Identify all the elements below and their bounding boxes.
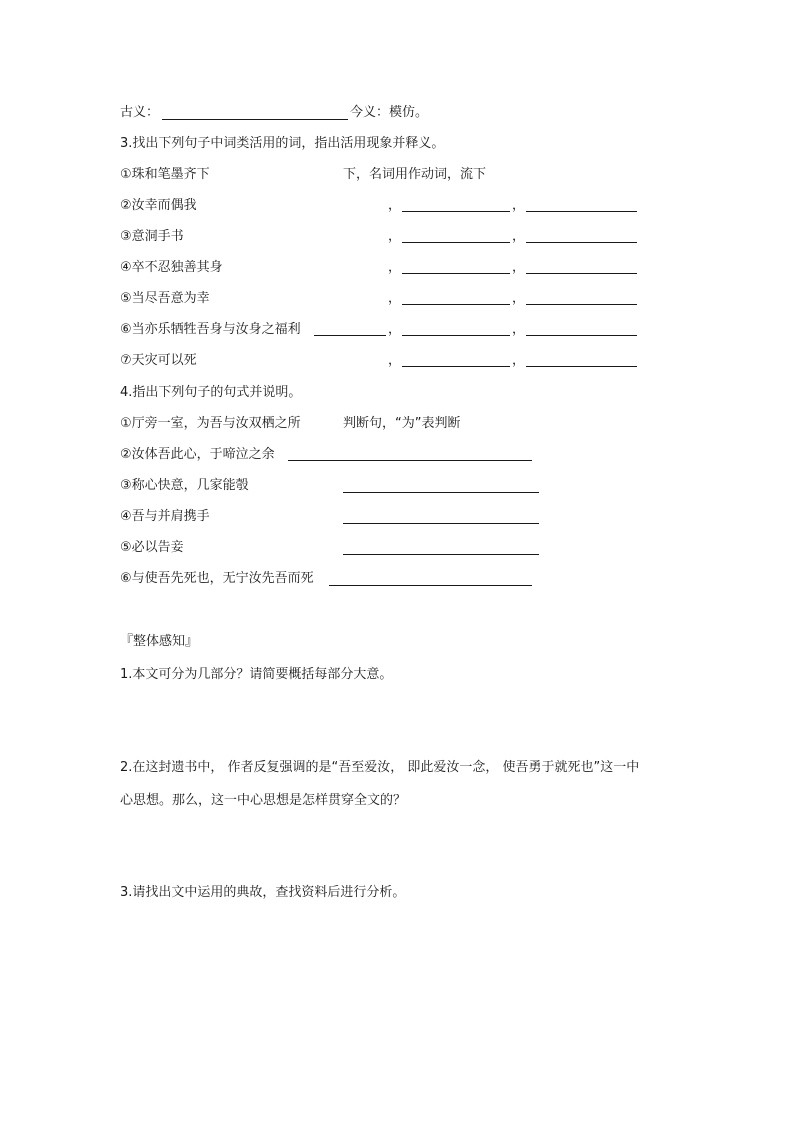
q3-item-2-blank-2[interactable]: [526, 211, 637, 212]
q3-item-7-sep2: ，: [512, 353, 526, 368]
q3-item-6-sep2: ，: [512, 322, 526, 337]
q3-item-5-sep1: ，: [388, 291, 402, 306]
q3-item-5-sep2: ，: [512, 291, 526, 306]
summary-question-1: 1.本文可分为几部分？请简要概括每部分大意。: [120, 667, 393, 682]
q4-item-5: ⑤必以告妾: [120, 540, 184, 555]
q3-item-3: ③意洞手书: [120, 229, 184, 244]
q4-item-6-blank[interactable]: [329, 585, 532, 586]
q3-item-5-blank-2[interactable]: [526, 304, 637, 305]
q4-title: 4.指出下列句子的句式并说明。: [120, 385, 302, 400]
q3-item-2-sep1: ，: [388, 198, 402, 213]
q3-item-3-sep2: ，: [512, 229, 526, 244]
q3-item-4-sep1: ，: [388, 260, 402, 275]
q3-item-7-blank-1[interactable]: [402, 366, 510, 367]
q3-item-6-blank-1[interactable]: [402, 335, 510, 336]
q3-item-2-sep2: ，: [512, 198, 526, 213]
q4-item-1-answer: 判断句，“为”表判断: [343, 416, 461, 431]
q4-item-2: ②汝体吾此心，于啼泣之余: [120, 447, 275, 462]
q4-item-5-blank[interactable]: [343, 554, 539, 555]
q3-item-3-blank-2[interactable]: [526, 242, 637, 243]
q3-item-3-sep1: ，: [388, 229, 402, 244]
q3-title: 3.找出下列句子中词类活用的词，指出活用现象并释义。: [120, 136, 445, 151]
jin-yi-text: 今义：模仿。: [350, 105, 429, 120]
q3-item-7: ⑦天灾可以死: [120, 353, 197, 368]
gu-yi-blank[interactable]: [162, 119, 348, 120]
q4-item-2-blank[interactable]: [288, 460, 532, 461]
section-title: 『整体感知』: [120, 634, 199, 649]
q3-item-6-sep1: ，: [388, 322, 402, 337]
gu-yi-label: 古义：: [120, 105, 160, 120]
q3-item-6-blank-2[interactable]: [526, 335, 637, 336]
q4-item-3: ③称心快意，几家能彀: [120, 478, 249, 493]
q3-item-2-blank-1[interactable]: [402, 211, 510, 212]
summary-question-3: 3.请找出文中运用的典故，查找资料后进行分析。: [120, 885, 406, 900]
q3-item-7-blank-2[interactable]: [526, 366, 637, 367]
q3-item-5: ⑤当尽吾意为幸: [120, 291, 210, 306]
q3-item-4: ④卒不忍独善其身: [120, 260, 223, 275]
q4-item-6: ⑥与使吾先死也，无宁汝先吾而死: [120, 571, 314, 586]
q4-item-1: ①厅旁一室，为吾与汝双栖之所: [120, 416, 301, 431]
q4-item-3-blank[interactable]: [343, 492, 539, 493]
q3-item-5-blank-1[interactable]: [402, 304, 510, 305]
summary-question-2-line-1: 2.在这封遗书中， 作者反复强调的是“吾至爱汝， 即此爱汝一念， 使吾勇于就死也”这一中: [120, 760, 640, 775]
q3-item-6: ⑥当亦乐牺牲吾身与汝身之福利: [120, 322, 301, 337]
q3-item-1-answer: 下，名词用作动词，流下: [343, 167, 487, 182]
q3-item-4-blank-1[interactable]: [402, 273, 510, 274]
q4-item-4: ④吾与并肩携手: [120, 509, 210, 524]
summary-question-2-line-2: 心思想。那么，这一中心思想是怎样贯穿全文的？: [120, 793, 407, 808]
q4-item-4-blank[interactable]: [343, 523, 539, 524]
q3-item-3-blank-1[interactable]: [402, 242, 510, 243]
q3-item-1: ①珠和笔墨齐下: [120, 167, 210, 182]
q3-item-4-sep2: ，: [512, 260, 526, 275]
q3-item-6-blank-0[interactable]: [314, 335, 386, 336]
q3-item-4-blank-2[interactable]: [526, 273, 637, 274]
q3-item-2: ②汝幸而偶我: [120, 198, 197, 213]
q3-item-7-sep1: ，: [388, 353, 402, 368]
